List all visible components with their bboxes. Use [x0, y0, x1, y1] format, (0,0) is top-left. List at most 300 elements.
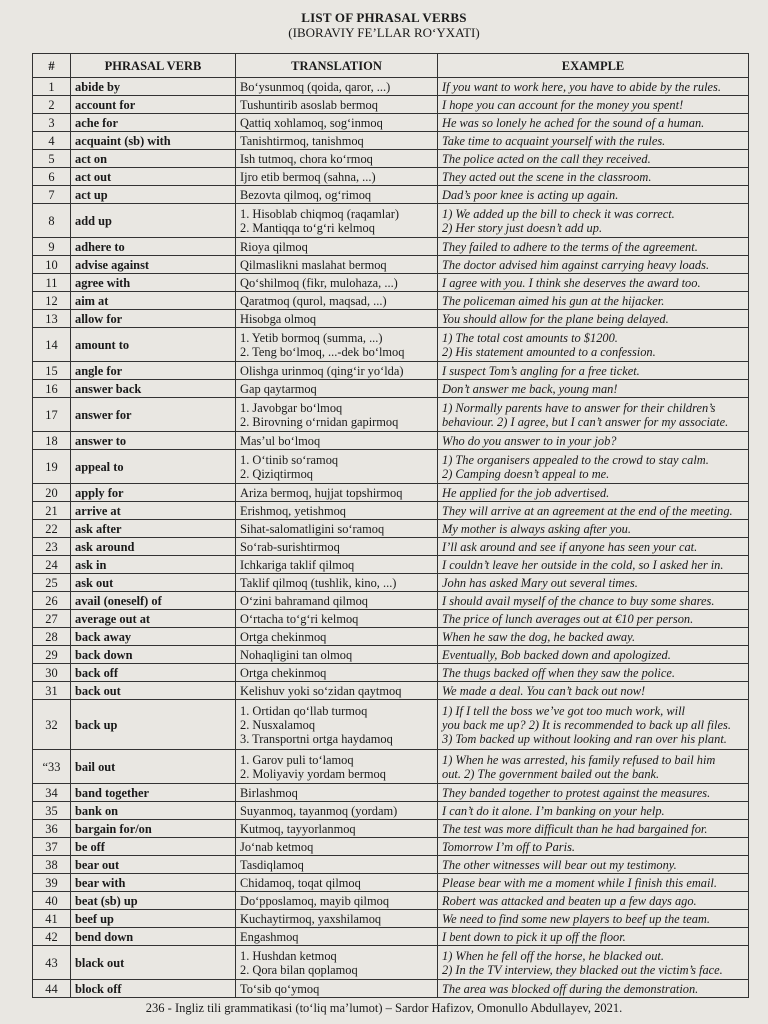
example-cell: [438, 96, 749, 114]
phrasal-verb-cell: average out at: [71, 610, 236, 628]
table-row: [33, 838, 749, 856]
translation-line: 2. Moliyaviy yordam bermoq: [240, 766, 386, 781]
phrasal-verb-cell: answer to: [71, 432, 236, 450]
translation-line: 1. Garov puli to‘lamoq: [240, 752, 354, 767]
translation-cell: [236, 96, 438, 114]
row-number: 41: [33, 910, 71, 928]
phrasal-verb-cell: arrive at: [71, 502, 236, 520]
table-row: [33, 856, 749, 874]
translation-line: Sihat-salomatligini so‘ramoq: [240, 521, 385, 536]
row-number: 5: [33, 150, 71, 168]
translation-cell: [236, 238, 438, 256]
example-line: I hope you can account for the money you spent!: [442, 97, 684, 112]
example-cell: [438, 838, 749, 856]
table-row: [33, 398, 749, 432]
example-cell: [438, 256, 749, 274]
translation-line: Qattiq xohlamoq, sog‘inmoq: [240, 115, 383, 130]
table-row: [33, 750, 749, 784]
row-number: 16: [33, 380, 71, 398]
phrasal-verb-cell: beef up: [71, 910, 236, 928]
example-cell: [438, 946, 749, 980]
row-number: 20: [33, 484, 71, 502]
example-line: I bent down to pick it up off the floor.: [442, 929, 626, 944]
table-row: [33, 292, 749, 310]
phrasal-verb-cell: avail (oneself) of: [71, 592, 236, 610]
table-row: [33, 132, 749, 150]
table-row: [33, 310, 749, 328]
page-footer: 236 - Ingliz tili grammatikasi (to‘liq ma’lumot) – Sardor Hafizov, Omonullo Abdullayev, 2021.: [145, 1001, 623, 1015]
example-cell: [438, 556, 749, 574]
translation-line: 2. Birovning o‘rnidan gapirmoq: [240, 414, 399, 429]
example-line: Don’t answer me back, young man!: [442, 381, 618, 396]
translation-line: Tasdiqlamoq: [240, 857, 304, 872]
table-row: [33, 928, 749, 946]
row-number: 18: [33, 432, 71, 450]
example-line: you back me up? 2) It is recommended to back up all files.: [442, 717, 731, 732]
example-line: I agree with you. I think she deserves the award too.: [442, 275, 701, 290]
table-row: [33, 700, 749, 750]
table-row: [33, 820, 749, 838]
example-line: We made a deal. You can’t back out now!: [442, 683, 646, 698]
translation-cell: [236, 310, 438, 328]
translation-line: Tanishtirmoq, tanishmoq: [240, 133, 364, 148]
example-cell: [438, 114, 749, 132]
translation-line: 3. Transportni ortga haydamoq: [240, 731, 393, 746]
phrasal-verb-cell: back down: [71, 646, 236, 664]
example-line: 2) Her story just doesn’t add up.: [442, 220, 603, 235]
example-line: 2) In the TV interview, they blacked out the victim’s face.: [442, 962, 723, 977]
translation-line: O‘rtacha to‘g‘ri kelmoq: [240, 611, 359, 626]
phrasal-verb-cell: answer back: [71, 380, 236, 398]
translation-line: Ortga chekinmoq: [240, 629, 327, 644]
translation-line: 2. Mantiqqa to‘g‘ri kelmoq: [240, 220, 375, 235]
translation-line: 1. Yetib bormoq (summa, ...): [240, 330, 383, 345]
table-row: [33, 204, 749, 238]
translation-line: Ish tutmoq, chora ko‘rmoq: [240, 151, 373, 166]
phrasal-verb-cell: be off: [71, 838, 236, 856]
example-line: You should allow for the plane being delayed.: [442, 311, 669, 326]
translation-line: Kelishuv yoki so‘zidan qaytmoq: [240, 683, 402, 698]
phrasal-verb-cell: angle for: [71, 362, 236, 380]
table-row: [33, 664, 749, 682]
translation-cell: [236, 820, 438, 838]
phrasal-verb-cell: bear with: [71, 874, 236, 892]
row-number: 3: [33, 114, 71, 132]
example-line: 1) If I tell the boss we’ve got too much work, will: [442, 703, 685, 718]
table-row: [33, 380, 749, 398]
translation-line: Hisobga olmoq: [240, 311, 317, 326]
header-example: EXAMPLE: [438, 54, 749, 78]
example-line: When he saw the dog, he backed away.: [442, 629, 636, 644]
translation-cell: [236, 292, 438, 310]
table-row: [33, 574, 749, 592]
translation-line: Ijro etib bermoq (sahna, ...): [240, 169, 376, 184]
example-line: Tomorrow I’m off to Paris.: [442, 839, 575, 854]
translation-cell: [236, 980, 438, 998]
translation-line: Birlashmoq: [240, 785, 298, 800]
translation-cell: [236, 946, 438, 980]
example-line: I should avail myself of the chance to buy some shares.: [442, 593, 715, 608]
translation-line: Olishga urinmoq (qing‘ir yo‘lda): [240, 363, 404, 378]
phrasal-verb-cell: bend down: [71, 928, 236, 946]
table-row: [33, 802, 749, 820]
phrasal-verb-cell: acquaint (sb) with: [71, 132, 236, 150]
example-line: Dad’s poor knee is acting up again.: [442, 187, 619, 202]
table-row: [33, 186, 749, 204]
translation-cell: [236, 874, 438, 892]
example-line: John has asked Mary out several times.: [442, 575, 638, 590]
translation-line: Kutmoq, tayyorlanmoq: [240, 821, 356, 836]
example-cell: [438, 892, 749, 910]
translation-cell: [236, 610, 438, 628]
translation-line: 1. Hushdan ketmoq: [240, 948, 337, 963]
phrasal-verb-cell: advise against: [71, 256, 236, 274]
table-row: [33, 328, 749, 362]
row-number: 13: [33, 310, 71, 328]
translation-line: Jo‘nab ketmoq: [240, 839, 314, 854]
example-line: They acted out the scene in the classroom.: [442, 169, 652, 184]
example-line: They will arrive at an agreement at the end of the meeting.: [442, 503, 733, 518]
example-line: 2) Camping doesn’t appeal to me.: [442, 466, 610, 481]
translation-line: Taklif qilmoq (tushlik, kino, ...): [240, 575, 397, 590]
table-row: [33, 502, 749, 520]
translation-line: 2. Qora bilan qoplamoq: [240, 962, 358, 977]
phrasal-verb-cell: ask after: [71, 520, 236, 538]
table-row: [33, 274, 749, 292]
translation-cell: [236, 274, 438, 292]
translation-cell: [236, 78, 438, 96]
example-line: My mother is always asking after you.: [442, 521, 631, 536]
translation-line: Rioya qilmoq: [240, 239, 308, 254]
example-line: 1) Normally parents have to answer for their children’s: [442, 400, 716, 415]
row-number: 26: [33, 592, 71, 610]
row-number: 22: [33, 520, 71, 538]
translation-cell: [236, 450, 438, 484]
translation-cell: [236, 204, 438, 238]
translation-line: 2. Qiziqtirmoq: [240, 466, 313, 481]
example-cell: [438, 574, 749, 592]
translation-cell: [236, 502, 438, 520]
table-row: [33, 520, 749, 538]
example-line: 1) We added up the bill to check it was correct.: [442, 206, 675, 221]
translation-line: 1. Ortidan qo‘llab turmoq: [240, 703, 368, 718]
phrasal-verb-cell: ache for: [71, 114, 236, 132]
example-cell: [438, 874, 749, 892]
translation-cell: [236, 664, 438, 682]
translation-cell: [236, 928, 438, 946]
translation-cell: [236, 646, 438, 664]
translation-cell: [236, 520, 438, 538]
phrasal-verb-cell: act on: [71, 150, 236, 168]
phrasal-verb-cell: act out: [71, 168, 236, 186]
translation-cell: [236, 892, 438, 910]
translation-line: So‘rab-surishtirmoq: [240, 539, 340, 554]
row-number: 10: [33, 256, 71, 274]
example-cell: [438, 682, 749, 700]
translation-line: Do‘pposlamoq, mayib qilmoq: [240, 893, 390, 908]
row-number: 2: [33, 96, 71, 114]
translation-line: Qilmaslikni maslahat bermoq: [240, 257, 387, 272]
example-cell: [438, 238, 749, 256]
translation-line: Qo‘shilmoq (fikr, mulohaza, ...): [240, 275, 398, 290]
example-cell: [438, 610, 749, 628]
example-cell: [438, 432, 749, 450]
translation-cell: [236, 682, 438, 700]
translation-line: 1. Javobgar bo‘lmoq: [240, 400, 343, 415]
example-line: I’ll ask around and see if anyone has seen your cat.: [442, 539, 698, 554]
example-cell: [438, 186, 749, 204]
example-cell: [438, 646, 749, 664]
example-cell: [438, 802, 749, 820]
example-cell: [438, 274, 749, 292]
example-line: Take time to acquaint yourself with the rules.: [442, 133, 666, 148]
table-row: [33, 910, 749, 928]
table-row: [33, 874, 749, 892]
example-cell: [438, 168, 749, 186]
example-cell: [438, 502, 749, 520]
translation-line: Mas’ul bo‘lmoq: [240, 433, 321, 448]
translation-cell: [236, 784, 438, 802]
phrasal-verb-cell: bank on: [71, 802, 236, 820]
example-cell: [438, 520, 749, 538]
row-number: 31: [33, 682, 71, 700]
table-row: [33, 256, 749, 274]
translation-cell: [236, 362, 438, 380]
row-number: “33: [33, 750, 71, 784]
row-number: 23: [33, 538, 71, 556]
row-number: 43: [33, 946, 71, 980]
row-number: 32: [33, 700, 71, 750]
row-number: 21: [33, 502, 71, 520]
translation-cell: [236, 802, 438, 820]
phrasal-verb-cell: back out: [71, 682, 236, 700]
example-line: He was so lonely he ached for the sound of a human.: [442, 115, 705, 130]
translation-cell: [236, 484, 438, 502]
row-number: 39: [33, 874, 71, 892]
row-number: 7: [33, 186, 71, 204]
translation-line: Ariza bermoq, hujjat topshirmoq: [240, 485, 403, 500]
example-cell: [438, 362, 749, 380]
table-row: [33, 168, 749, 186]
translation-cell: [236, 380, 438, 398]
row-number: 17: [33, 398, 71, 432]
example-cell: [438, 750, 749, 784]
row-number: 30: [33, 664, 71, 682]
table-row: [33, 682, 749, 700]
example-cell: [438, 132, 749, 150]
translation-line: Nohaqligini tan olmoq: [240, 647, 353, 662]
header-number: #: [33, 54, 71, 78]
phrasal-verb-cell: bear out: [71, 856, 236, 874]
translation-line: Ortga chekinmoq: [240, 665, 327, 680]
example-line: The test was more difficult than he had bargained for.: [442, 821, 708, 836]
example-cell: [438, 398, 749, 432]
example-line: If you want to work here, you have to abide by the rules.: [442, 79, 721, 94]
table-row: [33, 150, 749, 168]
row-number: 1: [33, 78, 71, 96]
example-cell: [438, 628, 749, 646]
example-line: The doctor advised him against carrying heavy loads.: [442, 257, 710, 272]
row-number: 9: [33, 238, 71, 256]
example-cell: [438, 380, 749, 398]
example-line: 1) The total cost amounts to $1200.: [442, 330, 618, 345]
example-cell: [438, 928, 749, 946]
example-line: Eventually, Bob backed down and apologized.: [442, 647, 671, 662]
phrasal-verb-cell: aim at: [71, 292, 236, 310]
example-cell: [438, 538, 749, 556]
example-cell: [438, 328, 749, 362]
table-row: [33, 96, 749, 114]
example-line: The area was blocked off during the demonstration.: [442, 981, 699, 996]
phrasal-verb-cell: apply for: [71, 484, 236, 502]
example-line: The other witnesses will bear out my testimony.: [442, 857, 677, 872]
example-cell: [438, 820, 749, 838]
example-cell: [438, 450, 749, 484]
row-number: 44: [33, 980, 71, 998]
table-header-row: [33, 54, 749, 78]
translation-cell: [236, 398, 438, 432]
row-number: 4: [33, 132, 71, 150]
translation-cell: [236, 538, 438, 556]
example-line: The thugs backed off when they saw the police.: [442, 665, 675, 680]
translation-cell: [236, 592, 438, 610]
translation-cell: [236, 574, 438, 592]
example-line: The price of lunch averages out at €10 per person.: [442, 611, 694, 626]
phrasal-verb-cell: bail out: [71, 750, 236, 784]
row-number: 14: [33, 328, 71, 362]
translation-cell: [236, 132, 438, 150]
row-number: 35: [33, 802, 71, 820]
translation-line: 2. Teng bo‘lmoq, ...-dek bo‘lmoq: [240, 344, 405, 359]
row-number: 19: [33, 450, 71, 484]
translation-line: 1. Hisoblab chiqmoq (raqamlar): [240, 206, 399, 221]
table-row: [33, 78, 749, 96]
example-cell: [438, 204, 749, 238]
phrasal-verb-cell: adhere to: [71, 238, 236, 256]
example-cell: [438, 292, 749, 310]
phrasal-verb-cell: black out: [71, 946, 236, 980]
translation-line: Erishmoq, yetishmoq: [240, 503, 347, 518]
row-number: 40: [33, 892, 71, 910]
example-cell: [438, 784, 749, 802]
phrasal-verb-cell: block off: [71, 980, 236, 998]
example-line: The police acted on the call they received.: [442, 151, 651, 166]
row-number: 15: [33, 362, 71, 380]
translation-line: Chidamoq, toqat qilmoq: [240, 875, 361, 890]
phrasal-verb-cell: back off: [71, 664, 236, 682]
translation-line: Bo‘ysunmoq (qoida, qaror, ...): [240, 79, 391, 94]
table-row: [33, 946, 749, 980]
table-row: [33, 610, 749, 628]
example-cell: [438, 980, 749, 998]
page-title: LIST OF PHRASAL VERBS: [301, 10, 467, 25]
row-number: 28: [33, 628, 71, 646]
table-row: [33, 450, 749, 484]
translation-cell: [236, 328, 438, 362]
phrasal-verb-cell: allow for: [71, 310, 236, 328]
translation-cell: [236, 628, 438, 646]
phrasal-verb-cell: add up: [71, 204, 236, 238]
translation-cell: [236, 168, 438, 186]
example-line: 1) When he fell off the horse, he blacked out.: [442, 948, 664, 963]
phrasal-verb-cell: ask around: [71, 538, 236, 556]
translation-line: 1. O‘tinib so‘ramoq: [240, 452, 339, 467]
translation-line: Tushuntirib asoslab bermoq: [240, 97, 378, 112]
phrasal-verb-cell: agree with: [71, 274, 236, 292]
phrasal-verb-cell: back away: [71, 628, 236, 646]
example-line: They banded together to protest against the measures.: [442, 785, 711, 800]
page-subtitle: (IBORAVIY FE’LLAR RO‘YXATI): [288, 25, 480, 40]
table-row: [33, 362, 749, 380]
example-line: 1) When he was arrested, his family refused to bail him: [442, 752, 716, 767]
translation-cell: [236, 186, 438, 204]
translation-cell: [236, 910, 438, 928]
phrasal-verb-cell: account for: [71, 96, 236, 114]
table-row: [33, 628, 749, 646]
phrasal-verb-cell: appeal to: [71, 450, 236, 484]
example-line: We need to find some new players to beef up the team.: [442, 911, 710, 926]
example-line: They failed to adhere to the terms of the agreement.: [442, 239, 698, 254]
example-line: behaviour. 2) I agree, but I can’t answer for my associate.: [442, 414, 729, 429]
translation-line: Gap qaytarmoq: [240, 381, 317, 396]
table-row: [33, 592, 749, 610]
table-row: [33, 484, 749, 502]
translation-cell: [236, 150, 438, 168]
row-number: 8: [33, 204, 71, 238]
row-number: 29: [33, 646, 71, 664]
translation-line: Bezovta qilmoq, og‘rimoq: [240, 187, 372, 202]
example-cell: [438, 310, 749, 328]
table-row: [33, 238, 749, 256]
table-row: [33, 538, 749, 556]
translation-line: Suyanmoq, tayanmoq (yordam): [240, 803, 398, 818]
example-cell: [438, 484, 749, 502]
row-number: 42: [33, 928, 71, 946]
table-row: [33, 114, 749, 132]
phrasal-verb-cell: back up: [71, 700, 236, 750]
table-row: [33, 784, 749, 802]
example-line: out. 2) The government bailed out the bank.: [442, 766, 660, 781]
example-line: Please bear with me a moment while I finish this email.: [442, 875, 717, 890]
translation-line: To‘sib qo‘ymoq: [240, 981, 320, 996]
row-number: 12: [33, 292, 71, 310]
example-line: 3) Tom backed up without looking and ran over his plant.: [442, 731, 727, 746]
phrasal-verb-cell: bargain for/on: [71, 820, 236, 838]
row-number: 37: [33, 838, 71, 856]
translation-cell: [236, 838, 438, 856]
phrasal-verb-cell: ask in: [71, 556, 236, 574]
phrasal-verb-cell: amount to: [71, 328, 236, 362]
translation-line: Ichkariga taklif qilmoq: [240, 557, 355, 572]
example-cell: [438, 78, 749, 96]
example-cell: [438, 592, 749, 610]
row-number: 36: [33, 820, 71, 838]
translation-line: Qaratmoq (qurol, maqsad, ...): [240, 293, 387, 308]
example-line: I couldn’t leave her outside in the cold, so I asked her in.: [442, 557, 724, 572]
header-translation: TRANSLATION: [236, 54, 438, 78]
translation-cell: [236, 114, 438, 132]
example-line: I suspect Tom’s angling for a free ticket.: [442, 363, 640, 378]
header-phrasal-verb: PHRASAL VERB: [71, 54, 236, 78]
example-line: 2) His statement amounted to a confession.: [442, 344, 656, 359]
table-row: [33, 892, 749, 910]
row-number: 11: [33, 274, 71, 292]
example-cell: [438, 664, 749, 682]
table-row: [33, 980, 749, 998]
phrasal-verb-cell: abide by: [71, 78, 236, 96]
table-row: [33, 556, 749, 574]
row-number: 38: [33, 856, 71, 874]
